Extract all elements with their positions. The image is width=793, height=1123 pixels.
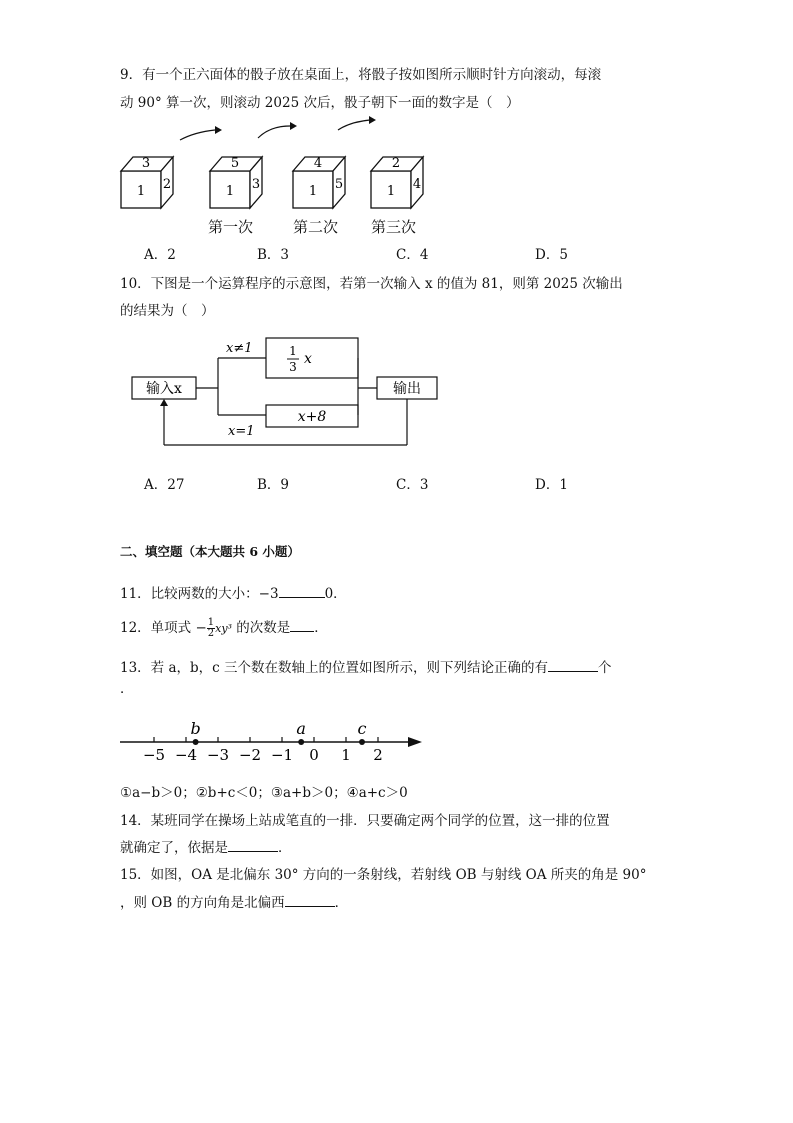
q10-option-d[interactable]: D．1 [535,477,568,493]
q13-answer-blank[interactable] [548,658,598,672]
die-front-number: 1 [136,184,146,199]
axis-point-label-b: b [190,719,201,738]
q9-text-line1: 9．有一个正六面体的骰子放在桌面上，将骰子按如图所示顺时针方向滚动，每滚 [120,67,602,83]
axis-tick-label: 2 [373,746,383,764]
axis-point-a [298,739,304,745]
q9-option-c[interactable]: C．4 [396,247,429,263]
die-side-number: 5 [334,177,344,192]
q11-text [120,584,347,603]
q15-suffix: ． [334,895,349,911]
q15-prefix: ，则 OB 的方向角是北偏西 [120,895,285,911]
die-side-number: 3 [251,177,261,192]
q13-prefix: 13．若 a，b，c 三个数在数轴上的位置如图所示，则下列结论正确的有 [120,660,549,676]
q12-end: ． [314,620,328,636]
flow-return-arrow [160,399,168,406]
flow-box-third-den: 3 [289,360,297,374]
axis-tick-label: 0 [309,746,319,764]
axis-tick-label: −1 [270,746,294,764]
roll-arrow-1 [180,130,215,140]
die-1 [209,154,271,210]
die-3 [370,154,432,210]
q13-statements: ①a−b＞0；②b+c＜0；③a+b＞0；④a+c＞0 [120,785,408,801]
q10-text-line1: 10．下图是一个运算程序的示意图，若第一次输入 x 的值为 81，则第 2025 次输出 [120,276,623,292]
die-top-number: 2 [391,156,401,171]
q10-option-a[interactable]: A．27 [144,477,185,493]
flow-box-third-num: 1 [289,344,297,358]
q14-text-line1: 14．某班同学在操场上站成笔直的一排．只要确定两个同学的位置，这一排的位置 [120,813,610,829]
die-top-number: 4 [313,156,323,171]
q13-text-line2: ． [120,681,134,697]
axis-point-label-a: a [296,719,306,738]
q10-text-line2: 的结果为（ ） [120,303,215,319]
flow-cond-one: x=1 [228,424,255,439]
die-front-number: 1 [308,184,318,199]
flow-output-label: 输出 [393,381,421,397]
q14-prefix: 就确定了，依据是 [120,840,228,856]
die-caption-3: 第三次 [371,218,417,236]
die-side-number: 2 [162,177,172,192]
axis-arrow [408,737,422,747]
flowchart [130,335,450,455]
q11-prefix: 11．比较两数的大小：−3 [120,586,279,602]
q9-option-b[interactable]: B．3 [257,247,290,263]
q12-text [120,618,328,639]
q15-text-line2 [120,893,348,912]
flow-input-label: 输入x [146,381,182,397]
axis-tick-label: −3 [206,746,230,764]
section-title-fill-in: 二、填空题（本大题共 6 小题） [120,544,300,559]
q14-text-line2 [120,838,292,857]
q10-option-c[interactable]: C．3 [396,477,429,493]
die-side-number: 4 [412,177,422,192]
axis-point-label-c: c [357,719,367,738]
flow-box-third-x [266,338,358,378]
axis-point-b [193,739,199,745]
q15-answer-blank[interactable] [285,893,335,907]
q14-suffix: ． [278,840,292,856]
flow-box-x-plus-8-label: x+8 [297,409,327,425]
roll-arrow-3 [338,120,370,130]
die-2 [292,154,354,210]
q13-suffix: 个 [598,660,612,676]
axis-tick-label: −2 [238,746,262,764]
q9-text-line2: 动 90° 算一次，则滚动 2025 次后，骰子朝下一面的数字是（ ） [120,95,520,111]
die-front-number: 1 [225,184,235,199]
die-caption-1: 第一次 [208,218,254,236]
number-line [120,718,430,768]
q11-answer-blank[interactable] [279,584,325,598]
roll-arrow-2 [258,126,290,138]
die-front-number: 1 [386,184,396,199]
q12-suffix: 的次数是 [231,620,291,636]
q13-text-line1 [120,658,612,677]
q9-option-d[interactable]: D．5 [535,247,568,263]
q12-prefix: 12．单项式 − [120,620,207,636]
q9-option-a[interactable]: A．2 [144,247,176,263]
axis-tick-label: −5 [142,746,166,764]
axis-point-c [359,739,365,745]
q12-answer-blank[interactable] [290,618,314,632]
axis-tick-label: 1 [341,746,351,764]
q12-term: xy³ [215,622,232,635]
flow-box-third-var: x [304,351,312,367]
q9-rolling-arrows [170,118,390,148]
q12-fraction: $\frac{1}{2}$ [207,617,215,639]
axis-tick-label: −4 [174,746,198,764]
q10-option-b[interactable]: B．9 [257,477,290,493]
q11-suffix: 0． [324,586,347,602]
flow-cond-not-one: x≠1 [226,341,253,356]
die-0 [120,154,182,210]
q14-answer-blank[interactable] [228,838,278,852]
die-caption-2: 第二次 [293,218,339,236]
die-top-number: 3 [141,156,151,171]
die-top-number: 5 [230,156,240,171]
q15-text-line1: 15．如图，OA 是北偏东 30° 方向的一条射线，若射线 OB 与射线 OA 所夹的角是 90° [120,867,647,883]
